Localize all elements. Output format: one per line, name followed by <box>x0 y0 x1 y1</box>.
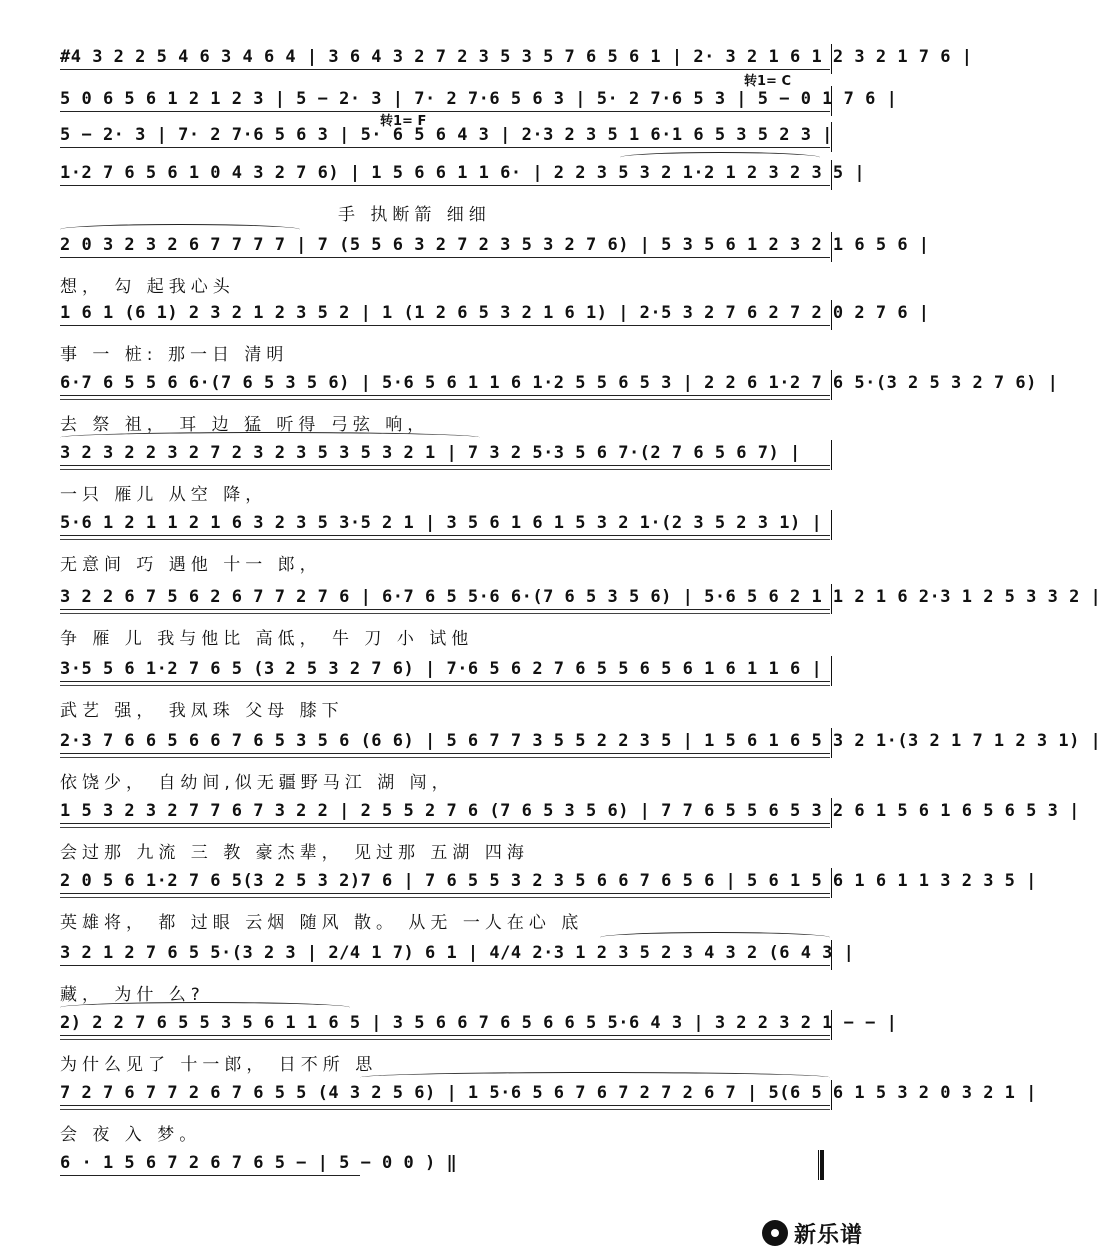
record-disc-icon <box>762 1220 788 1246</box>
underline <box>60 539 830 540</box>
underline <box>60 1175 360 1176</box>
lyrics-line: 一只 雁儿 从空 降， <box>60 485 268 505</box>
notation-line: 3·5 5 6 1·2 7 6 5 (3 2 5 3 2 7 6) | 7·6 5 6 2 7 6 5 5 6 5 6 1 6 1 1 6 | <box>60 659 823 679</box>
underline <box>60 897 830 898</box>
notation-line: 1 5 3 2 3 2 7 7 6 7 3 2 2 | 2 5 5 2 7 6 (7 6 5 3 5 6) | 7 7 6 5 5 6 5 3 2 6 1 5 6 1 6 5 6 5 3 | <box>60 801 1080 821</box>
slur <box>620 152 820 163</box>
barline <box>831 122 832 152</box>
notation-line: 1 6 1 (6 1) 2 3 2 1 2 3 5 2 | 1 (1 2 6 5 3 2 1 6 1) | 2·5 3 2 7 6 2 7 2 0 2 7 6 | <box>60 303 930 323</box>
underline <box>60 823 830 824</box>
underline <box>60 965 830 966</box>
logo-text: 新乐谱 <box>794 1223 864 1248</box>
barline <box>831 44 832 74</box>
lyrics-line: 武艺 强， 我凤珠 父母 膝下 <box>60 701 344 721</box>
lyrics-line: 会过那 九流 三 教 豪杰辈， 见过那 五湖 四海 <box>60 843 529 863</box>
underline <box>60 1039 830 1040</box>
underline <box>60 1109 830 1110</box>
underline <box>60 535 830 536</box>
key-change-label: 转1= C <box>744 74 792 89</box>
underline <box>60 1105 830 1106</box>
lyrics-line: 去 祭 祖， 耳 边 猛 听得 弓弦 响， <box>60 415 430 435</box>
underline <box>60 111 830 112</box>
underline <box>60 613 830 614</box>
underline <box>60 681 830 682</box>
lyrics-line: 手 执断箭 细细 <box>338 205 491 225</box>
underline <box>60 257 830 258</box>
underline <box>60 465 830 466</box>
lyrics-line: 无意间 巧 遇他 十一 郎， <box>60 555 322 575</box>
slur <box>600 932 830 943</box>
barline <box>831 370 832 400</box>
barline <box>831 584 832 614</box>
notation-line: 5·6 1 2 1 1 2 1 6 3 2 3 5 3·5 2 1 | 3 5 6 1 6 1 5 3 2 1·(2 3 5 2 3 1) | <box>60 513 823 533</box>
barline <box>831 440 832 470</box>
lyrics-line: 藏， 为什 么? <box>60 985 205 1005</box>
notation-line: 1·2 7 6 5 6 1 0 4 3 2 7 6) | 1 5 6 6 1 1 6· | 2 2 3 5 3 2 1·2 1 2 3 2 3 5 | <box>60 163 866 183</box>
barline <box>831 86 832 116</box>
barline <box>831 868 832 898</box>
underline <box>60 399 830 400</box>
barline <box>831 232 832 262</box>
underline <box>60 609 830 610</box>
barline <box>831 160 832 190</box>
underline <box>60 69 830 70</box>
notation-line: 6·7 6 5 5 6 6·(7 6 5 3 5 6) | 5·6 5 6 1 1 6 1·2 5 5 6 5 3 | 2 2 6 1·2 7 6 5·(3 2 5 3 2 7 6) | <box>60 373 1059 393</box>
notation-line: 3 2 3 2 2 3 2 7 2 3 2 3 5 3 5 3 2 1 | 7 3 2 5·3 5 6 7·(2 7 6 5 6 7) | <box>60 443 801 463</box>
underline <box>60 685 830 686</box>
underline <box>60 753 830 754</box>
lyrics-line: 会 夜 入 梦。 <box>60 1125 202 1145</box>
underline <box>60 1035 830 1036</box>
lyrics-line: 想， 勾 起我心头 <box>60 277 235 297</box>
notation-line: 5 0 6 5 6 1 2 1 2 3 | 5 − 2· 3 | 7· 2 7·6 5 6 3 | 5· 2 7·6 5 3 | 5 − 0 1 7 6 | <box>60 89 898 109</box>
underline <box>60 757 830 758</box>
final-barline <box>818 1150 824 1180</box>
notation-line: 5 − 2· 3 | 7· 2 7·6 5 6 3 | 5· 6 5 6 4 3 | 2·3 2 3 5 1 6·1 6 5 3 5 2 3 | <box>60 125 833 145</box>
barline <box>831 1080 832 1110</box>
site-logo <box>762 1218 882 1248</box>
notation-line: 2 0 3 2 3 2 6 7 7 7 7 | 7 (5 5 6 3 2 7 2 3 5 3 2 7 6) | 5 3 5 6 1 2 3 2 1 6 5 6 | <box>60 235 930 255</box>
barline <box>831 798 832 828</box>
notation-line: 2 0 5 6 1·2 7 6 5(3 2 5 3 2)7 6 | 7 6 5 5 3 2 3 5 6 6 7 6 5 6 | 5 6 1 5 6 1 6 1 1 3 2 3 5 | <box>60 871 1037 891</box>
barline <box>831 300 832 330</box>
slur <box>60 432 480 443</box>
barline <box>831 656 832 686</box>
underline <box>60 827 830 828</box>
underline <box>60 395 830 396</box>
underline <box>60 185 830 186</box>
notation-line: 3 2 2 6 7 5 6 2 6 7 7 2 7 6 | 6·7 6 5 5·6 6·(7 6 5 3 5 6) | 5·6 5 6 2 1 1 2 1 6 2·3 1 2 5 3 3 2 | <box>60 587 1102 607</box>
barline <box>831 940 832 970</box>
slur <box>60 224 300 235</box>
notation-line: 7 2 7 6 7 7 2 6 7 6 5 5 (4 3 2 5 6) | 1 5·6 5 6 7 6 7 2 7 2 6 7 | 5(6 5 6 1 5 3 2 0 3 2 1 | <box>60 1083 1037 1103</box>
lyrics-line: 英雄将， 都 过眼 云烟 随风 散。 从无 一人在心 底 <box>60 913 584 933</box>
key-change-label: 转1= F <box>380 114 427 129</box>
lyrics-line: 事 一 桩: 那一日 清明 <box>60 345 289 365</box>
underline <box>60 893 830 894</box>
underline <box>60 325 830 326</box>
slur <box>60 1002 350 1013</box>
barline <box>831 510 832 540</box>
slur <box>360 1072 830 1083</box>
barline <box>831 728 832 758</box>
underline <box>60 147 830 148</box>
underline <box>60 469 830 470</box>
notation-line: 6 · 1 5 6 7 2 6 7 6 5 − | 5 − 0 0 ) ‖ <box>60 1153 458 1173</box>
notation-line: 2·3 7 6 6 5 6 6 7 6 5 3 5 6 (6 6) | 5 6 7 7 3 5 5 2 2 3 5 | 1 5 6 1 6 5 3 2 1·(3 2 1 7 1 2 3 1) | <box>60 731 1102 751</box>
notation-line: #4 3 2 2 5 4 6 3 4 6 4 | 3 6 4 3 2 7 2 3 5 3 5 7 6 5 6 1 | 2· 3 2 1 6 1 2 3 2 1 7 6 | <box>60 47 973 67</box>
barline <box>831 1010 832 1040</box>
notation-line: 3 2 1 2 7 6 5 5·(3 2 3 | 2/4 1 7) 6 1 | 4/4 2·3 1 2 3 5 2 3 4 3 2 (6 4 3 | <box>60 943 855 963</box>
lyrics-line: 为什么见了 十一郎， 日不所 思 <box>60 1055 378 1075</box>
lyrics-line: 依饶少， 自幼间,似无疆野马江 湖 闯， <box>60 773 454 793</box>
notation-line: 2) 2 2 7 6 5 5 3 5 6 1 1 6 5 | 3 5 6 6 7 6 5 6 6 5 5·6 4 3 | 3 2 2 3 2 1 − − | <box>60 1013 898 1033</box>
lyrics-line: 争 雁 儿 我与他比 高低， 牛 刀 小 试他 <box>60 629 474 649</box>
